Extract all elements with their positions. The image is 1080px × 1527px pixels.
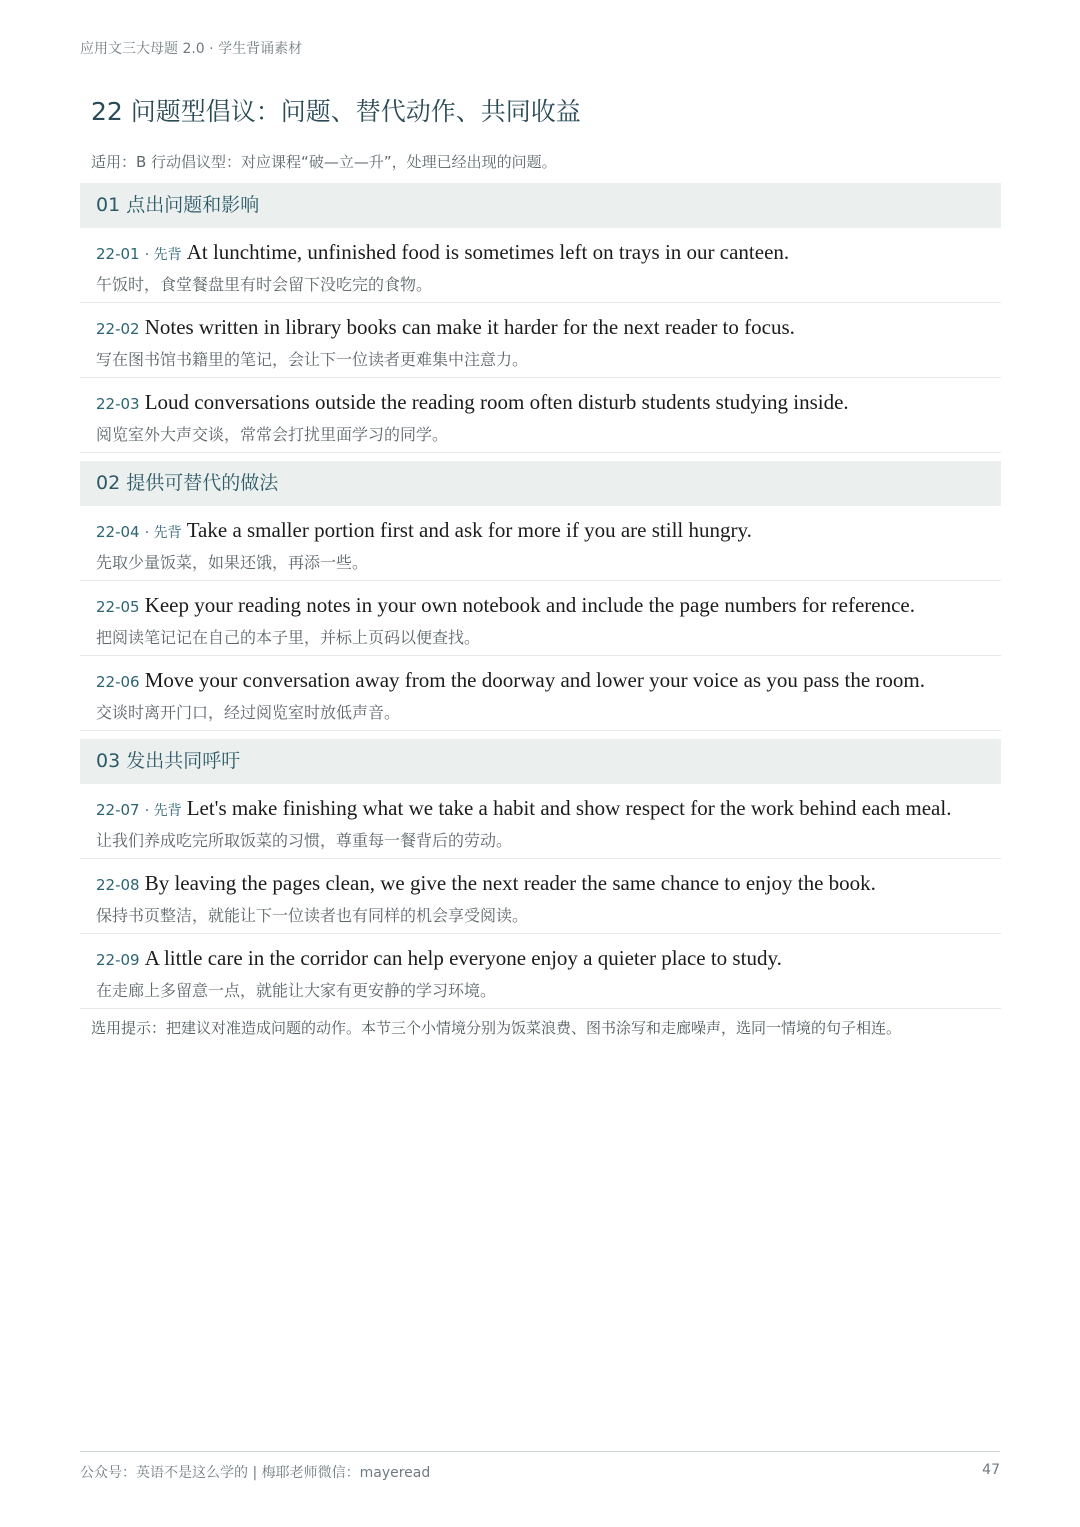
- english-sentence: A little care in the corridor can help everyone enjoy a quieter place to study.: [144, 946, 782, 970]
- english-sentence: At lunchtime, unfinished food is sometimes left on trays in our canteen.: [186, 240, 790, 264]
- english-sentence: Notes written in library books can make it harder for the next reader to focus.: [144, 315, 795, 339]
- item-number: 22-04: [96, 523, 140, 541]
- english-sentence: Loud conversations outside the reading room often disturb students studying inside.: [144, 390, 849, 414]
- chinese-translation: 保持书页整洁，就能让下一位读者也有同样的机会享受阅读。: [96, 906, 529, 925]
- list-item: [80, 581, 1001, 656]
- chinese-translation: 午饭时，食堂餐盘里有时会留下没吃完的食物。: [96, 275, 433, 294]
- chinese-translation: 把阅读笔记记在自己的本子里，并标上页码以便查找。: [96, 628, 481, 647]
- chinese-translation: 写在图书馆书籍里的笔记，会让下一位读者更难集中注意力。: [96, 350, 529, 369]
- chinese-translation: 在走廊上多留意一点，就能让大家有更安静的学习环境。: [96, 981, 497, 1000]
- applies-note: 适用：B 行动倡议型：对应课程“破—立—升”，处理已经出现的问题。: [91, 153, 557, 171]
- list-item: [80, 378, 1001, 453]
- chinese-translation: 让我们养成吃完所取饭菜的习惯，尊重每一餐背后的劳动。: [96, 831, 513, 850]
- list-item: [80, 934, 1001, 1009]
- list-item: [80, 859, 1001, 934]
- memorize-first-tag: · 先背: [144, 525, 182, 541]
- usage-tip: 选用提示：把建议对准造成问题的动作。本节三个小情境分别为饭菜浪费、图书涂写和走廊噪声，选同一情境的句子相连。: [91, 1019, 902, 1037]
- list-item: [80, 506, 1001, 581]
- english-sentence: By leaving the pages clean, we give the next reader the same chance to enjoy the book.: [144, 871, 876, 895]
- chinese-translation: 先取少量饭菜，如果还饿，再添一些。: [96, 553, 369, 572]
- list-item: [80, 303, 1001, 378]
- chinese-translation: 交谈时离开门口，经过阅览室时放低声音。: [96, 703, 401, 722]
- english-sentence: Move your conversation away from the doorway and lower your voice as you pass the room.: [144, 668, 925, 692]
- section-heading: 02 提供可替代的做法: [80, 461, 1001, 506]
- memorize-first-tag: · 先背: [144, 803, 182, 819]
- list-item: [80, 228, 1001, 303]
- item-number: 22-02: [96, 320, 140, 338]
- content: [80, 183, 1001, 1038]
- english-sentence: Take a smaller portion first and ask for more if you are still hungry.: [186, 518, 752, 542]
- item-number: 22-07: [96, 801, 140, 819]
- memorize-first-tag: · 先背: [144, 247, 182, 263]
- list-item: [80, 784, 1001, 859]
- item-number: 22-01: [96, 245, 140, 263]
- footer-credit: 公众号：英语不是这么学的 | 梅耶老师微信：mayeread: [80, 1465, 431, 1481]
- list-item: [80, 656, 1001, 731]
- page-number: 47: [982, 1462, 1000, 1478]
- chinese-translation: 阅览室外大声交谈，常常会打扰里面学习的同学。: [96, 425, 449, 444]
- item-number: 22-06: [96, 673, 140, 691]
- english-sentence: Keep your reading notes in your own notebook and include the page numbers for reference.: [144, 593, 916, 617]
- section-heading: 03 发出共同呼吁: [80, 739, 1001, 784]
- section-heading: 01 点出问题和影响: [80, 183, 1001, 228]
- item-number: 22-03: [96, 395, 140, 413]
- english-sentence: Let's make finishing what we take a habit and show respect for the work behind each meal.: [186, 796, 952, 820]
- footer-divider: [80, 1451, 1000, 1452]
- page-header: 应用文三大母题 2.0 · 学生背诵素材: [80, 41, 303, 57]
- item-number: 22-08: [96, 876, 140, 894]
- page-title: 22 问题型倡议：问题、替代动作、共同收益: [91, 97, 581, 126]
- item-number: 22-05: [96, 598, 140, 616]
- item-number: 22-09: [96, 951, 140, 969]
